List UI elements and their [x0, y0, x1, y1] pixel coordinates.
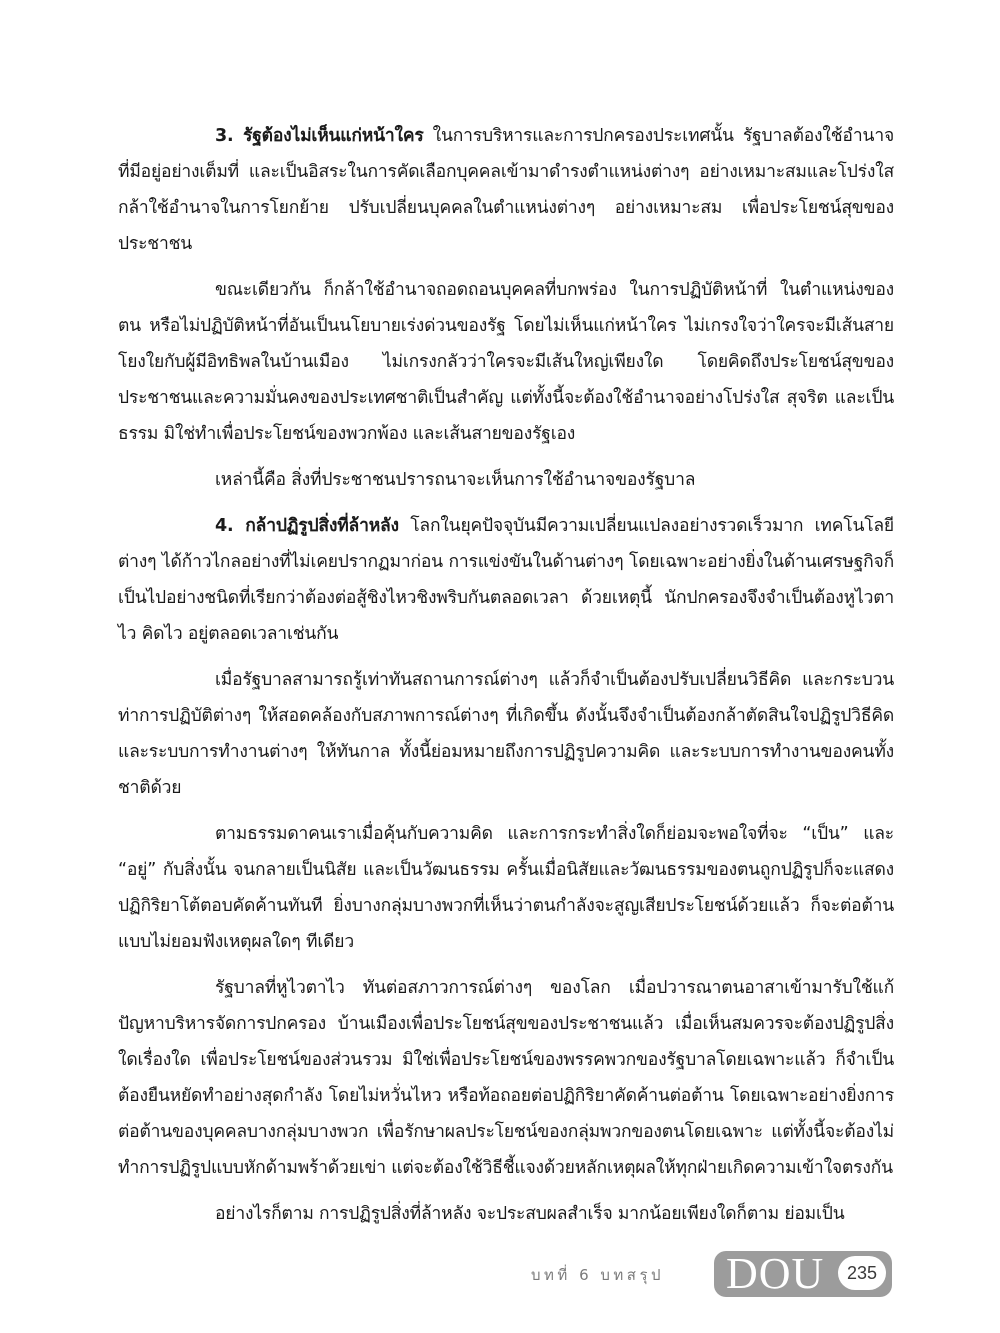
paragraph-text: ตามธรรมดาคนเราเมื่อคุ้นกับความคิด และการกระทำสิ่งใดก็ย่อมจะพอใจที่จะ “เป็น” และ “อยู่” กับสิ่งนั้น จนกลายเป็นนิสัย และเป็นวัฒนธรรม ครั้นเมื่อนิสัยและวัฒนธรรมของตนถูกปฏิรูปก็จะแสดงปฏิกิริยาโต้ตอบคัดค้านทันที ยิ่งบางกลุ่มบางพวกที่เห็นว่าตนกำลังจะสูญเสียประโยชน์ด้วยแล้ว ก็จะต่อต้านแบบไม่ยอมฟังเหตุผลใดๆ ทีเดียว — [118, 824, 894, 952]
paragraph-text: อย่างไรก็ตาม การปฏิรูปสิ่งที่ล้าหลัง จะประสบผลสำเร็จ มากน้อยเพียงใดก็ตาม ย่อมเป็น — [215, 1204, 845, 1224]
paragraph-remove-officials — [118, 272, 894, 452]
paragraph-text: รัฐบาลที่หูไวตาไว ทันต่อสภาวการณ์ต่างๆ ของโลก เมื่อปวารณาตนอาสาเข้ามารับใช้แก้ปัญหาบริหารจัดการปกครอง บ้านเมืองเพื่อประโยชน์สุขของประชาชนแล้ว เมื่อเห็นสมควรจะต้องปฏิรูปสิ่งใดเรื่องใด เพื่อประโยชน์ของส่วนรวม มิใช่เพื่อประโยชน์ของพรรคพวกของรัฐบาลโดยเฉพาะแล้ว ก็จำเป็นต้องยืนหยัดทำอย่างสุดกำลัง โดยไม่หวั่นไหว หรือท้อถอยต่อปฏิกิริยาคัดค้านต่อต้าน โดยเฉพาะอย่างยิ่งการต่อต้านของบุคคลบางกลุ่มบางพวก เพื่อรักษาผลประโยชน์ของกลุ่มพวกของตนโดยเฉพาะ แต่ทั้งนี้จะต้องไม่ทำการปฏิรูปแบบหักด้ามพร้าด้วยเข่า แต่จะต้องใช้วิธีชี้แจงด้วยหลักเหตุผลให้ทุกฝ่ายเกิดความเข้าใจตรงกัน — [118, 978, 894, 1178]
page-number: 235 — [838, 1256, 886, 1290]
dou-logo: DOU — [726, 1249, 825, 1298]
paragraph-habits-culture — [118, 816, 894, 960]
paragraph-adapt-thinking — [118, 662, 894, 806]
item-3-heading: 3. รัฐต้องไม่เห็นแก่หน้าใคร — [215, 126, 424, 146]
page-footer — [0, 1250, 1000, 1300]
paragraph-text: เหล่านี้คือ สิ่งที่ประชาชนปรารถนาจะเห็นการใช้อำนาจของรัฐบาล — [215, 470, 696, 490]
paragraph-item-3 — [118, 118, 894, 262]
paragraph-item-4 — [118, 508, 894, 652]
page-body — [118, 118, 894, 1242]
item-4-heading: 4. กล้าปฏิรูปสิ่งที่ล้าหลัง — [215, 516, 399, 536]
paragraph-text: เมื่อรัฐบาลสามารถรู้เท่าทันสถานการณ์ต่างๆ แล้วก็จำเป็นต้องปรับเปลี่ยนวิธีคิด และกระบวนท่าการปฏิบัติต่างๆ ให้สอดคล้องกับสภาพการณ์ต่างๆ ที่เกิดขึ้น ดังนั้นจึงจำเป็นต้องกล้าตัดสินใจปฏิรูปวิธีคิดและระบบการทำงานต่างๆ ให้ทันกาล ทั้งนี้ย่อมหมายถึงการปฏิรูปความคิด และระบบการทำงานของคนทั้งชาติด้วย — [118, 670, 894, 798]
paragraph-conclusion-start — [118, 1196, 894, 1232]
item-3-text: ในการบริหารและการปกครองประเทศนั้น รัฐบาลต้องใช้อำนาจที่มีอยู่อย่างเต็มที่ และเป็นอิสระในการคัดเลือกบุคคลเข้ามาดำรงตำแหน่งต่างๆ อย่างเหมาะสมและโปร่งใส กล้าใช้อำนาจในการโยกย้าย ปรับเปลี่ยนบุคคลในตำแหน่งต่างๆ อย่างเหมาะสม เพื่อประโยชน์สุขของประชาชน — [118, 126, 894, 254]
paragraph-government-reform — [118, 970, 894, 1186]
chapter-label: บทที่ 6 บทสรุป — [531, 1266, 665, 1284]
item-4-text: โลกในยุคปัจจุบันมีความเปลี่ยนแปลงอย่างรวดเร็วมาก เทคโนโลยีต่างๆ ได้ก้าวไกลอย่างที่ไม่เคยปรากฏมาก่อน การแข่งขันในด้านต่างๆ โดยเฉพาะอย่างยิ่งในด้านเศรษฐกิจก็เป็นไปอย่างชนิดที่เรียกว่าต้องต่อสู้ชิงไหวชิงพริบกันตลอดเวลา ด้วยเหตุนี้ นักปกครองจึงจำเป็นต้องหูไวตาไว คิดไว อยู่ตลอดเวลาเช่นกัน — [118, 516, 894, 644]
paragraph-text: ขณะเดียวกัน ก็กล้าใช้อำนาจถอดถอนบุคคลที่บกพร่อง ในการปฏิบัติหน้าที่ ในตำแหน่งของตน หรือไม่ปฏิบัติหน้าที่อันเป็นนโยบายเร่งด่วนของรัฐ โดยไม่เห็นแก่หน้าใคร ไม่เกรงใจว่าใครจะมีเส้นสายโยงใยกับผู้มีอิทธิพลในบ้านเมือง ไม่เกรงกลัวว่าใครจะมีเส้นใหญ่เพียงใด โดยคิดถึงประโยชน์สุขของประชาชนและความมั่นคงของประเทศชาติเป็นสำคัญ แต่ทั้งนี้จะต้องใช้อำนาจอย่างโปร่งใส สุจริต และเป็นธรรม มิใช่ทำเพื่อประโยชน์ของพวกพ้อง และเส้นสายของรัฐเอง — [118, 280, 894, 444]
paragraph-summary — [118, 462, 894, 498]
dou-page-badge — [714, 1251, 892, 1297]
